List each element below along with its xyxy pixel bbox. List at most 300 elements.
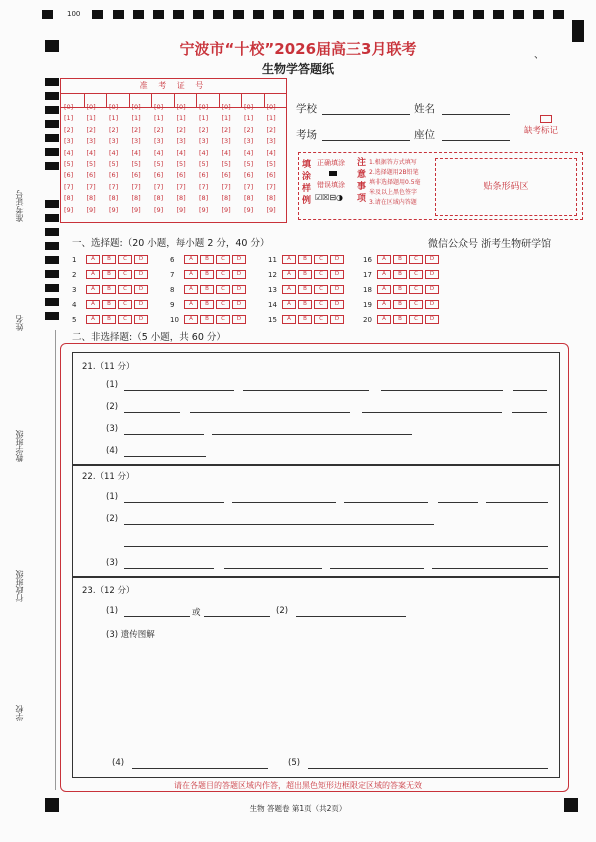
q23-part1: (1)	[106, 606, 119, 616]
exam-digit-bubble[interactable]: [5]	[176, 159, 186, 168]
exam-digit-bubble[interactable]: [9]	[266, 205, 276, 214]
question-number: 8	[170, 285, 175, 294]
q22-answer-line[interactable]	[438, 502, 478, 503]
side-label-teach-class: 教学班级	[15, 430, 24, 462]
exam-digit-bubble[interactable]: [1]	[109, 114, 119, 123]
exam-digit-bubble[interactable]: [3]	[266, 137, 276, 146]
exam-digit-column[interactable]	[154, 102, 172, 216]
q22-answer-line[interactable]	[224, 568, 322, 569]
exam-digit-bubble[interactable]: [9]	[154, 205, 164, 214]
option-bubble-a[interactable]: A	[184, 315, 198, 324]
choice-question[interactable]	[363, 315, 441, 324]
exam-digit-bubble[interactable]: [7]	[64, 182, 74, 191]
choice-question[interactable]	[72, 315, 150, 324]
q23-part5: (5)	[288, 758, 301, 768]
q23-answer-line[interactable]	[204, 616, 270, 617]
exam-digit-bubble[interactable]: [3]	[109, 137, 119, 146]
option-bubble-d[interactable]: D	[232, 255, 246, 264]
question-number: 12	[268, 270, 277, 279]
option-bubble-a[interactable]: A	[184, 255, 198, 264]
option-bubble-a[interactable]: A	[282, 300, 296, 309]
option-bubble-b[interactable]: B	[298, 270, 312, 279]
choice-question[interactable]	[268, 315, 346, 324]
exam-digit-bubble[interactable]: [3]	[199, 137, 209, 146]
question-number: 4	[72, 300, 77, 309]
option-bubble-b[interactable]: B	[102, 255, 116, 264]
wrong-fill-samples: ☑☒⊟◑	[315, 193, 344, 202]
exam-digit-bubble[interactable]: [4]	[64, 148, 74, 157]
exam-digit-bubble[interactable]: [3]	[86, 137, 96, 146]
option-bubble-b[interactable]: B	[200, 315, 214, 324]
exam-digit-bubble[interactable]: [1]	[64, 114, 74, 123]
choice-question[interactable]	[170, 270, 248, 279]
option-bubble-c[interactable]: C	[216, 285, 230, 294]
choice-question[interactable]	[363, 285, 441, 294]
q22-title: 22.（11 分）	[82, 472, 135, 482]
option-bubble-c[interactable]: C	[314, 255, 328, 264]
exam-digit-bubble[interactable]: [3]	[154, 137, 164, 146]
exam-digit-bubble[interactable]: [9]	[199, 205, 209, 214]
question-number: 14	[268, 300, 277, 309]
exam-digit-bubble[interactable]: [8]	[131, 194, 141, 203]
q21-part4: (4)	[106, 446, 119, 456]
exam-digit-bubble[interactable]: [4]	[199, 148, 209, 157]
option-bubble-a[interactable]: A	[282, 315, 296, 324]
exam-digit-bubble[interactable]: [2]	[221, 125, 231, 134]
exam-digit-bubble[interactable]: [3]	[221, 137, 231, 146]
choice-question[interactable]	[363, 255, 441, 264]
question-number: 10	[170, 315, 179, 324]
option-bubble-c[interactable]: C	[314, 285, 328, 294]
q21-answer-line[interactable]	[190, 412, 350, 413]
q22-part3: (3)	[106, 558, 119, 568]
exam-digit-column[interactable]	[87, 102, 105, 216]
q22-answer-line[interactable]	[232, 502, 336, 503]
question-number: 13	[268, 285, 277, 294]
page-title: 宁波市“十校”2026届高三3月联考	[179, 40, 417, 58]
option-bubble-a[interactable]: A	[377, 300, 391, 309]
q22-box	[72, 464, 560, 578]
option-bubble-c[interactable]: C	[216, 270, 230, 279]
exam-digit-bubble[interactable]: [4]	[244, 148, 254, 157]
exam-digit-column[interactable]	[199, 102, 217, 216]
option-bubble-c[interactable]: C	[314, 270, 328, 279]
exam-digit-bubble[interactable]: [6]	[244, 171, 254, 180]
q21-answer-line[interactable]	[124, 456, 206, 457]
side-label-exam-no: 准考证号	[15, 190, 24, 222]
exam-digit-bubble[interactable]: [8]	[244, 194, 254, 203]
exam-digit-bubble[interactable]: [5]	[64, 159, 74, 168]
q21-answer-line[interactable]	[124, 412, 180, 413]
exam-digit-bubble[interactable]: [9]	[176, 205, 186, 214]
q23-answer-line[interactable]	[124, 616, 190, 617]
exam-digit-bubble[interactable]: [7]	[154, 182, 164, 191]
exam-digit-column[interactable]	[177, 102, 195, 216]
top-number: 100	[67, 10, 81, 18]
exam-digit-bubble[interactable]: [3]	[64, 137, 74, 146]
exam-digit-bubble[interactable]: [1]	[154, 114, 164, 123]
q21-answer-line[interactable]	[243, 390, 369, 391]
option-bubble-c[interactable]: C	[314, 300, 328, 309]
exam-digit-bubble[interactable]: [9]	[244, 205, 254, 214]
exam-digit-bubble[interactable]: [0]	[176, 103, 186, 111]
exam-digit-bubble[interactable]: [1]	[86, 114, 96, 123]
q23-part4: (4)	[112, 758, 125, 768]
option-bubble-c[interactable]: C	[409, 270, 423, 279]
exam-digit-bubble[interactable]: [5]	[109, 159, 119, 168]
name-field[interactable]	[442, 114, 510, 115]
exam-digit-bubble[interactable]: [1]	[199, 114, 209, 123]
exam-digit-bubble[interactable]: [6]	[266, 171, 276, 180]
exam-digit-bubble[interactable]: [3]	[176, 137, 186, 146]
option-bubble-a[interactable]: A	[377, 270, 391, 279]
option-bubble-a[interactable]: A	[86, 255, 100, 264]
option-bubble-d[interactable]: D	[330, 300, 344, 309]
question-number: 6	[170, 255, 175, 264]
option-bubble-b[interactable]: B	[393, 255, 407, 264]
exam-digit-bubble[interactable]: [0]	[244, 103, 254, 111]
notice-line-5: 3.请在区域内答题	[369, 199, 417, 206]
option-bubble-a[interactable]: A	[282, 255, 296, 264]
q22-answer-line[interactable]	[124, 502, 224, 503]
option-bubble-c[interactable]: C	[118, 300, 132, 309]
exam-digit-bubble[interactable]: [7]	[244, 182, 254, 191]
q22-answer-line[interactable]	[330, 568, 424, 569]
barcode-area: 贴条形码区	[435, 158, 577, 216]
q22-answer-line[interactable]	[432, 568, 548, 569]
q22-part2: (2)	[106, 514, 119, 524]
question-number: 3	[72, 285, 77, 294]
option-bubble-b[interactable]: B	[200, 270, 214, 279]
exam-digit-bubble[interactable]: [5]	[86, 159, 96, 168]
exam-digit-bubble[interactable]: [5]	[221, 159, 231, 168]
exam-digit-bubble[interactable]: [5]	[131, 159, 141, 168]
option-bubble-a[interactable]: A	[184, 270, 198, 279]
question-number: 17	[363, 270, 372, 279]
option-bubble-c[interactable]: C	[118, 285, 132, 294]
exam-digit-bubble[interactable]: [9]	[131, 205, 141, 214]
option-bubble-a[interactable]: A	[377, 285, 391, 294]
option-bubble-c[interactable]: C	[314, 315, 328, 324]
q21-answer-line[interactable]	[124, 390, 234, 391]
option-bubble-c[interactable]: C	[409, 285, 423, 294]
exam-digit-bubble[interactable]: [8]	[221, 194, 231, 203]
option-bubble-a[interactable]: A	[86, 270, 100, 279]
exam-digit-bubble[interactable]: [2]	[176, 125, 186, 134]
option-bubble-d[interactable]: D	[330, 315, 344, 324]
q22-answer-line[interactable]	[486, 502, 548, 503]
option-bubble-a[interactable]: A	[377, 315, 391, 324]
choice-question[interactable]	[170, 300, 248, 309]
choice-question[interactable]	[363, 300, 441, 309]
question-number: 11	[268, 255, 277, 264]
correct-fill-label: 正确填涂	[317, 159, 345, 167]
notice-line-4: 米及以上黑色签字	[369, 189, 418, 196]
option-bubble-d[interactable]: D	[425, 315, 439, 324]
page-subtitle: 生物学答题纸	[261, 62, 334, 76]
option-bubble-d[interactable]: D	[134, 300, 148, 309]
exam-digit-bubble[interactable]: [6]	[199, 171, 209, 180]
exam-digit-bubble[interactable]: [9]	[221, 205, 231, 214]
choice-question[interactable]	[268, 285, 346, 294]
choice-question[interactable]	[72, 285, 150, 294]
exam-digit-bubble[interactable]: [1]	[266, 114, 276, 123]
q23-answer-line[interactable]	[132, 768, 268, 769]
school-label: 学校	[296, 103, 317, 115]
option-bubble-d[interactable]: D	[134, 255, 148, 264]
option-bubble-c[interactable]: C	[118, 255, 132, 264]
option-bubble-b[interactable]: B	[200, 255, 214, 264]
exam-digit-bubble[interactable]: [4]	[86, 148, 96, 157]
exam-digit-bubble[interactable]: [6]	[64, 171, 74, 180]
exam-digit-bubble[interactable]: [4]	[176, 148, 186, 157]
exam-digit-bubble[interactable]: [3]	[244, 137, 254, 146]
option-bubble-c[interactable]: C	[216, 255, 230, 264]
option-bubble-b[interactable]: B	[102, 285, 116, 294]
option-bubble-d[interactable]: D	[425, 285, 439, 294]
exam-digit-bubble[interactable]: [8]	[109, 194, 119, 203]
exam-digit-bubble[interactable]: [7]	[199, 182, 209, 191]
exam-digit-bubble[interactable]: [7]	[109, 182, 119, 191]
exam-digit-bubble[interactable]: [6]	[109, 171, 119, 180]
exam-digit-bubble[interactable]: [4]	[154, 148, 164, 157]
question-number: 19	[363, 300, 372, 309]
option-bubble-c[interactable]: C	[409, 300, 423, 309]
option-bubble-d[interactable]: D	[425, 270, 439, 279]
side-label-name: 姓名	[15, 315, 24, 331]
notice-line-2: 2.选择题用2B铅笔	[369, 169, 419, 176]
exam-digit-bubble[interactable]: [4]	[109, 148, 119, 157]
exam-digit-bubble[interactable]: [2]	[131, 125, 141, 134]
exam-digit-bubble[interactable]: [9]	[109, 205, 119, 214]
exam-digit-bubble[interactable]: [1]	[221, 114, 231, 123]
option-bubble-b[interactable]: B	[102, 315, 116, 324]
option-bubble-d[interactable]: D	[330, 285, 344, 294]
exam-digit-bubble[interactable]: [8]	[176, 194, 186, 203]
question-number: 9	[170, 300, 175, 309]
school-field[interactable]	[322, 114, 410, 115]
exam-digit-bubble[interactable]: [1]	[244, 114, 254, 123]
fill-example-label: 填涂样例	[302, 160, 312, 206]
exam-digit-column[interactable]	[109, 102, 127, 216]
q21-answer-line[interactable]	[212, 434, 412, 435]
footer-page: 生物 答题卷 第1页（共2页）	[249, 804, 347, 813]
exam-digit-bubble[interactable]: [0]	[221, 103, 231, 111]
option-bubble-d[interactable]: D	[232, 270, 246, 279]
q21-answer-line[interactable]	[513, 390, 547, 391]
exam-digit-bubble[interactable]: [2]	[266, 125, 276, 134]
q21-answer-line[interactable]	[381, 390, 503, 391]
absent-label: 缺考标记	[524, 126, 559, 136]
option-bubble-b[interactable]: B	[298, 300, 312, 309]
q22-part1: (1)	[106, 492, 119, 502]
exam-digit-column[interactable]	[244, 102, 262, 216]
choice-question[interactable]	[170, 255, 248, 264]
exam-digit-bubble[interactable]: [6]	[154, 171, 164, 180]
question-number: 18	[363, 285, 372, 294]
exam-digit-bubble[interactable]: [4]	[221, 148, 231, 157]
exam-digit-bubble[interactable]: [5]	[244, 159, 254, 168]
option-bubble-c[interactable]: C	[409, 255, 423, 264]
seat-label: 座位	[414, 129, 435, 141]
option-bubble-d[interactable]: D	[425, 255, 439, 264]
exam-digit-column[interactable]	[267, 102, 285, 216]
option-bubble-b[interactable]: B	[298, 285, 312, 294]
option-bubble-d[interactable]: D	[134, 315, 148, 324]
option-bubble-b[interactable]: B	[393, 270, 407, 279]
notice-line-3: 填非选择题用0.5毫	[369, 179, 421, 186]
q21-answer-line[interactable]	[124, 434, 204, 435]
exam-digit-bubble[interactable]: [7]	[86, 182, 96, 191]
option-bubble-c[interactable]: C	[216, 300, 230, 309]
option-bubble-c[interactable]: C	[118, 270, 132, 279]
choice-question[interactable]	[268, 270, 346, 279]
option-bubble-c[interactable]: C	[409, 315, 423, 324]
exam-digit-bubble[interactable]: [0]	[154, 103, 164, 111]
exam-digit-bubble[interactable]: [5]	[199, 159, 209, 168]
side-label-school: 学校	[15, 705, 24, 721]
exam-digit-column[interactable]	[222, 102, 240, 216]
exam-digit-bubble[interactable]: [0]	[131, 103, 141, 111]
option-bubble-b[interactable]: B	[393, 300, 407, 309]
question-number: 2	[72, 270, 77, 279]
option-bubble-b[interactable]: B	[200, 300, 214, 309]
option-bubble-b[interactable]: B	[393, 315, 407, 324]
choice-question[interactable]	[363, 270, 441, 279]
name-label: 姓名	[414, 103, 435, 115]
q23-part3: (3) 遗传图解	[106, 630, 155, 640]
option-bubble-d[interactable]: D	[330, 270, 344, 279]
option-bubble-d[interactable]: D	[232, 300, 246, 309]
exam-digit-bubble[interactable]: [7]	[266, 182, 276, 191]
q23-box	[72, 576, 560, 778]
exam-digit-bubble[interactable]: [0]	[64, 103, 74, 111]
choice-question[interactable]	[72, 270, 150, 279]
exam-digit-bubble[interactable]: [2]	[109, 125, 119, 134]
option-bubble-d[interactable]: D	[232, 285, 246, 294]
option-bubble-d[interactable]: D	[330, 255, 344, 264]
footer-warning: 请在各题目的答题区域内作答，超出黑色矩形边框限定区域的答案无效	[174, 781, 422, 790]
exam-digit-bubble[interactable]: [6]	[221, 171, 231, 180]
choice-question[interactable]	[170, 315, 248, 324]
option-bubble-a[interactable]: A	[86, 300, 100, 309]
exam-digit-bubble[interactable]: [8]	[154, 194, 164, 203]
choice-question[interactable]	[72, 300, 150, 309]
exam-digit-bubble[interactable]: [8]	[199, 194, 209, 203]
exam-digit-bubble[interactable]: [1]	[176, 114, 186, 123]
exam-digit-column[interactable]	[64, 102, 82, 216]
seat-field[interactable]	[442, 140, 510, 141]
room-field[interactable]	[322, 140, 410, 141]
section1-title: 一、选择题:（20 小题，每小题 2 分，40 分）	[72, 238, 270, 249]
option-bubble-a[interactable]: A	[86, 285, 100, 294]
question-number: 1	[72, 255, 77, 264]
option-bubble-c[interactable]: C	[216, 315, 230, 324]
option-bubble-d[interactable]: D	[134, 270, 148, 279]
exam-digit-column[interactable]	[132, 102, 150, 216]
question-number: 15	[268, 315, 277, 324]
option-bubble-a[interactable]: A	[282, 270, 296, 279]
exam-digit-bubble[interactable]: [2]	[64, 125, 74, 134]
option-bubble-d[interactable]: D	[134, 285, 148, 294]
option-bubble-b[interactable]: B	[298, 255, 312, 264]
option-bubble-b[interactable]: B	[393, 285, 407, 294]
exam-digit-bubble[interactable]: [0]	[109, 103, 119, 111]
choice-question[interactable]	[170, 285, 248, 294]
notice-line-1: 1.根据答方式填写	[369, 159, 417, 166]
choice-question[interactable]	[72, 255, 150, 264]
exam-digit-bubble[interactable]: [0]	[199, 103, 209, 111]
option-bubble-a[interactable]: A	[86, 315, 100, 324]
exam-digit-bubble[interactable]: [2]	[199, 125, 209, 134]
q22-answer-line[interactable]	[124, 524, 434, 525]
section2-title: 二、非选择题:（5 小题，共 60 分）	[72, 332, 226, 343]
room-label: 考场	[296, 129, 317, 141]
exam-digit-bubble[interactable]: [0]	[266, 103, 276, 111]
q23-answer-line[interactable]	[296, 616, 406, 617]
exam-digit-bubble[interactable]: [1]	[131, 114, 141, 123]
q22-answer-line[interactable]	[124, 568, 214, 569]
exam-digit-bubble[interactable]: [8]	[86, 194, 96, 203]
q23-answer-line[interactable]	[308, 768, 548, 769]
question-number: 16	[363, 255, 372, 264]
exam-digit-bubble[interactable]: [5]	[266, 159, 276, 168]
exam-digit-bubble[interactable]: [7]	[176, 182, 186, 191]
exam-digit-bubble[interactable]: [9]	[86, 205, 96, 214]
stray-mark: 、	[534, 50, 544, 61]
exam-digit-bubble[interactable]: [6]	[176, 171, 186, 180]
exam-digit-bubble[interactable]: [2]	[86, 125, 96, 134]
option-bubble-d[interactable]: D	[232, 315, 246, 324]
option-bubble-a[interactable]: A	[184, 300, 198, 309]
option-bubble-b[interactable]: B	[200, 285, 214, 294]
exam-digit-bubble[interactable]: [8]	[64, 194, 74, 203]
exam-digit-bubble[interactable]: [2]	[154, 125, 164, 134]
question-number: 7	[170, 270, 175, 279]
option-bubble-b[interactable]: B	[102, 300, 116, 309]
exam-digit-bubble[interactable]: [3]	[131, 137, 141, 146]
option-bubble-a[interactable]: A	[377, 255, 391, 264]
exam-digit-bubble[interactable]: [8]	[266, 194, 276, 203]
option-bubble-b[interactable]: B	[102, 270, 116, 279]
exam-digit-bubble[interactable]: [0]	[86, 103, 96, 111]
choice-question[interactable]	[268, 300, 346, 309]
option-bubble-a[interactable]: A	[184, 285, 198, 294]
exam-digit-bubble[interactable]: [6]	[131, 171, 141, 180]
q21-answer-line[interactable]	[512, 412, 547, 413]
exam-digit-bubble[interactable]: [7]	[221, 182, 231, 191]
question-number: 20	[363, 315, 372, 324]
exam-digit-bubble[interactable]: [4]	[131, 148, 141, 157]
option-bubble-b[interactable]: B	[298, 315, 312, 324]
choice-question[interactable]	[268, 255, 346, 264]
option-bubble-d[interactable]: D	[425, 300, 439, 309]
exam-digit-bubble[interactable]: [6]	[86, 171, 96, 180]
exam-digit-bubble[interactable]: [4]	[266, 148, 276, 157]
option-bubble-c[interactable]: C	[118, 315, 132, 324]
exam-digit-bubble[interactable]: [9]	[64, 205, 74, 214]
option-bubble-a[interactable]: A	[282, 285, 296, 294]
exam-digit-bubble[interactable]: [7]	[131, 182, 141, 191]
q22-answer-line[interactable]	[124, 546, 548, 547]
side-label-admin-class: 行政班级	[15, 570, 24, 602]
exam-digit-bubble[interactable]: [5]	[154, 159, 164, 168]
correct-fill-sample	[329, 171, 337, 176]
absent-checkbox[interactable]	[540, 115, 552, 123]
q21-answer-line[interactable]	[362, 412, 502, 413]
q22-answer-line[interactable]	[344, 502, 428, 503]
exam-digit-bubble[interactable]: [2]	[244, 125, 254, 134]
